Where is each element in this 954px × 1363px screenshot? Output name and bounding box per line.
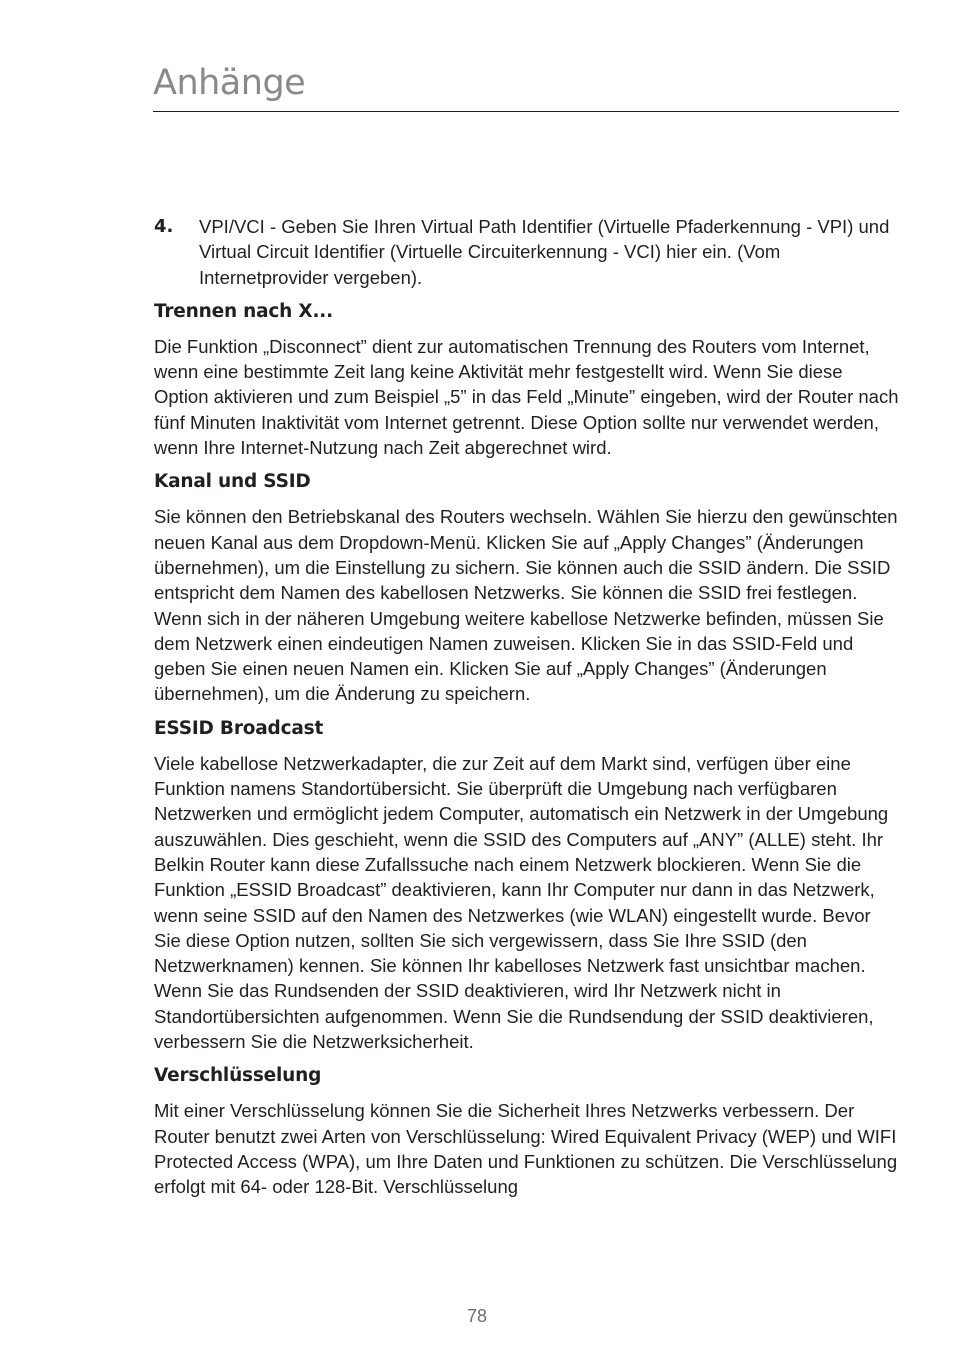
item-number: 4. — [154, 216, 174, 237]
heading-kanal-und-ssid: Kanal und SSID — [154, 471, 311, 493]
paragraph-kanal-und-ssid: Sie können den Betriebskanal des Routers wechseln. Wählen Sie hierzu den gewünschten neuen Kanal aus dem Dropdown-Menü. Klicken Sie auf „Apply Changes” (Änderungen übernehmen), um die Einstellung zu sichern. Sie können auch die SSID ändern. Die SSID entspricht dem Namen des kabellosen Netzwerks. Sie können die SSID frei festlegen. Wenn sich in der näheren Umgebung weitere kabellose Netzwerke befinden, müssen Sie dem Netzwerk einen eindeutigen Namen zuweisen. Klicken Sie in das SSID-Feld und geben Sie einen neuen Namen ein. Klicken Sie auf „Apply Changes” (Änderungen übernehmen), um die Änderung zu speichern. — [154, 506, 898, 705]
section-title: Anhänge — [153, 63, 306, 103]
numbered-item-4 — [154, 214, 899, 290]
paragraph-essid-broadcast: Viele kabellose Netzwerkadapter, die zur Zeit auf dem Markt sind, verfügen über eine Funktion namens Standortübersicht. Sie überprüft die Umgebung nach verfügbaren Netzwerken und ermöglicht jedem Computer, automatisch ein Netzwerk in der Umgebung auszuwählen. Dies geschieht, wenn die SSID des Computers auf „ANY” (ALLE) steht. Ihr Belkin Router kann diese Zufallssuche nach einem Netzwerk blockieren. Wenn Sie die Funktion „ESSID Broadcast” deaktivieren, kann Ihr Computer nur dann in das Netzwerk, wenn seine SSID auf den Namen des Netzwerkes (wie WLAN) eingestellt wurde. Bevor Sie diese Option nutzen, sollten Sie sich vergewissern, dass Sie Ihre SSID (den Netzwerknamen) kennen. Sie können Ihr kabelloses Netzwerk fast unsichtbar machen. Wenn Sie das Rundsenden der SSID deaktivieren, wird Ihr Netzwerk nicht in Standortübersichten aufgenommen. Wenn Sie die Rundsendung der SSID deaktivieren, verbessern Sie die Netzwerksicherheit. — [154, 752, 889, 1053]
item-text: VPI/VCI - Geben Sie Ihren Virtual Path Identifier (Virtuelle Pfaderkennung - VPI) und Virtual Circuit Identifier (Virtuelle Circuiterkennung - VCI) hier ein. (Vom Internetprovider vergeben). — [199, 216, 890, 288]
page-header — [153, 60, 899, 106]
page-number: 78 — [466, 1306, 488, 1326]
heading-essid-broadcast: ESSID Broadcast — [154, 717, 324, 739]
main-content — [154, 214, 899, 1209]
heading-verschluesselung: Verschlüsselung — [154, 1065, 322, 1087]
paragraph-verschluesselung: Mit einer Verschlüsselung können Sie die Sicherheit Ihres Netzwerks verbessern. Der Router benutzt zwei Arten von Verschlüsselung: Wired Equivalent Privacy (WEP) und WIFI Protected Access (WPA), um Ihre Daten und Funktionen zu schützen. Die Verschlüsselung erfolgt mit 64- oder 128-Bit. Verschlüsselung — [154, 1100, 898, 1198]
header-divider — [153, 111, 899, 112]
heading-trennen-nach-x: Trennen nach X... — [154, 300, 333, 322]
paragraph-trennen-nach-x: Die Funktion „Disconnect” dient zur automatischen Trennung des Routers vom Internet, wenn eine bestimmte Zeit lang keine Aktivität mehr festgestellt wird. Wenn Sie diese Option aktivieren und zum Beispiel „5” in das Feld „Minute” eingeben, wird der Router nach fünf Minuten Inaktivität vom Internet getrennt. Diese Option sollte nur verwendet werden, wenn Ihre Internet-Nutzung nach Zeit abgerechnet wird. — [154, 335, 899, 459]
